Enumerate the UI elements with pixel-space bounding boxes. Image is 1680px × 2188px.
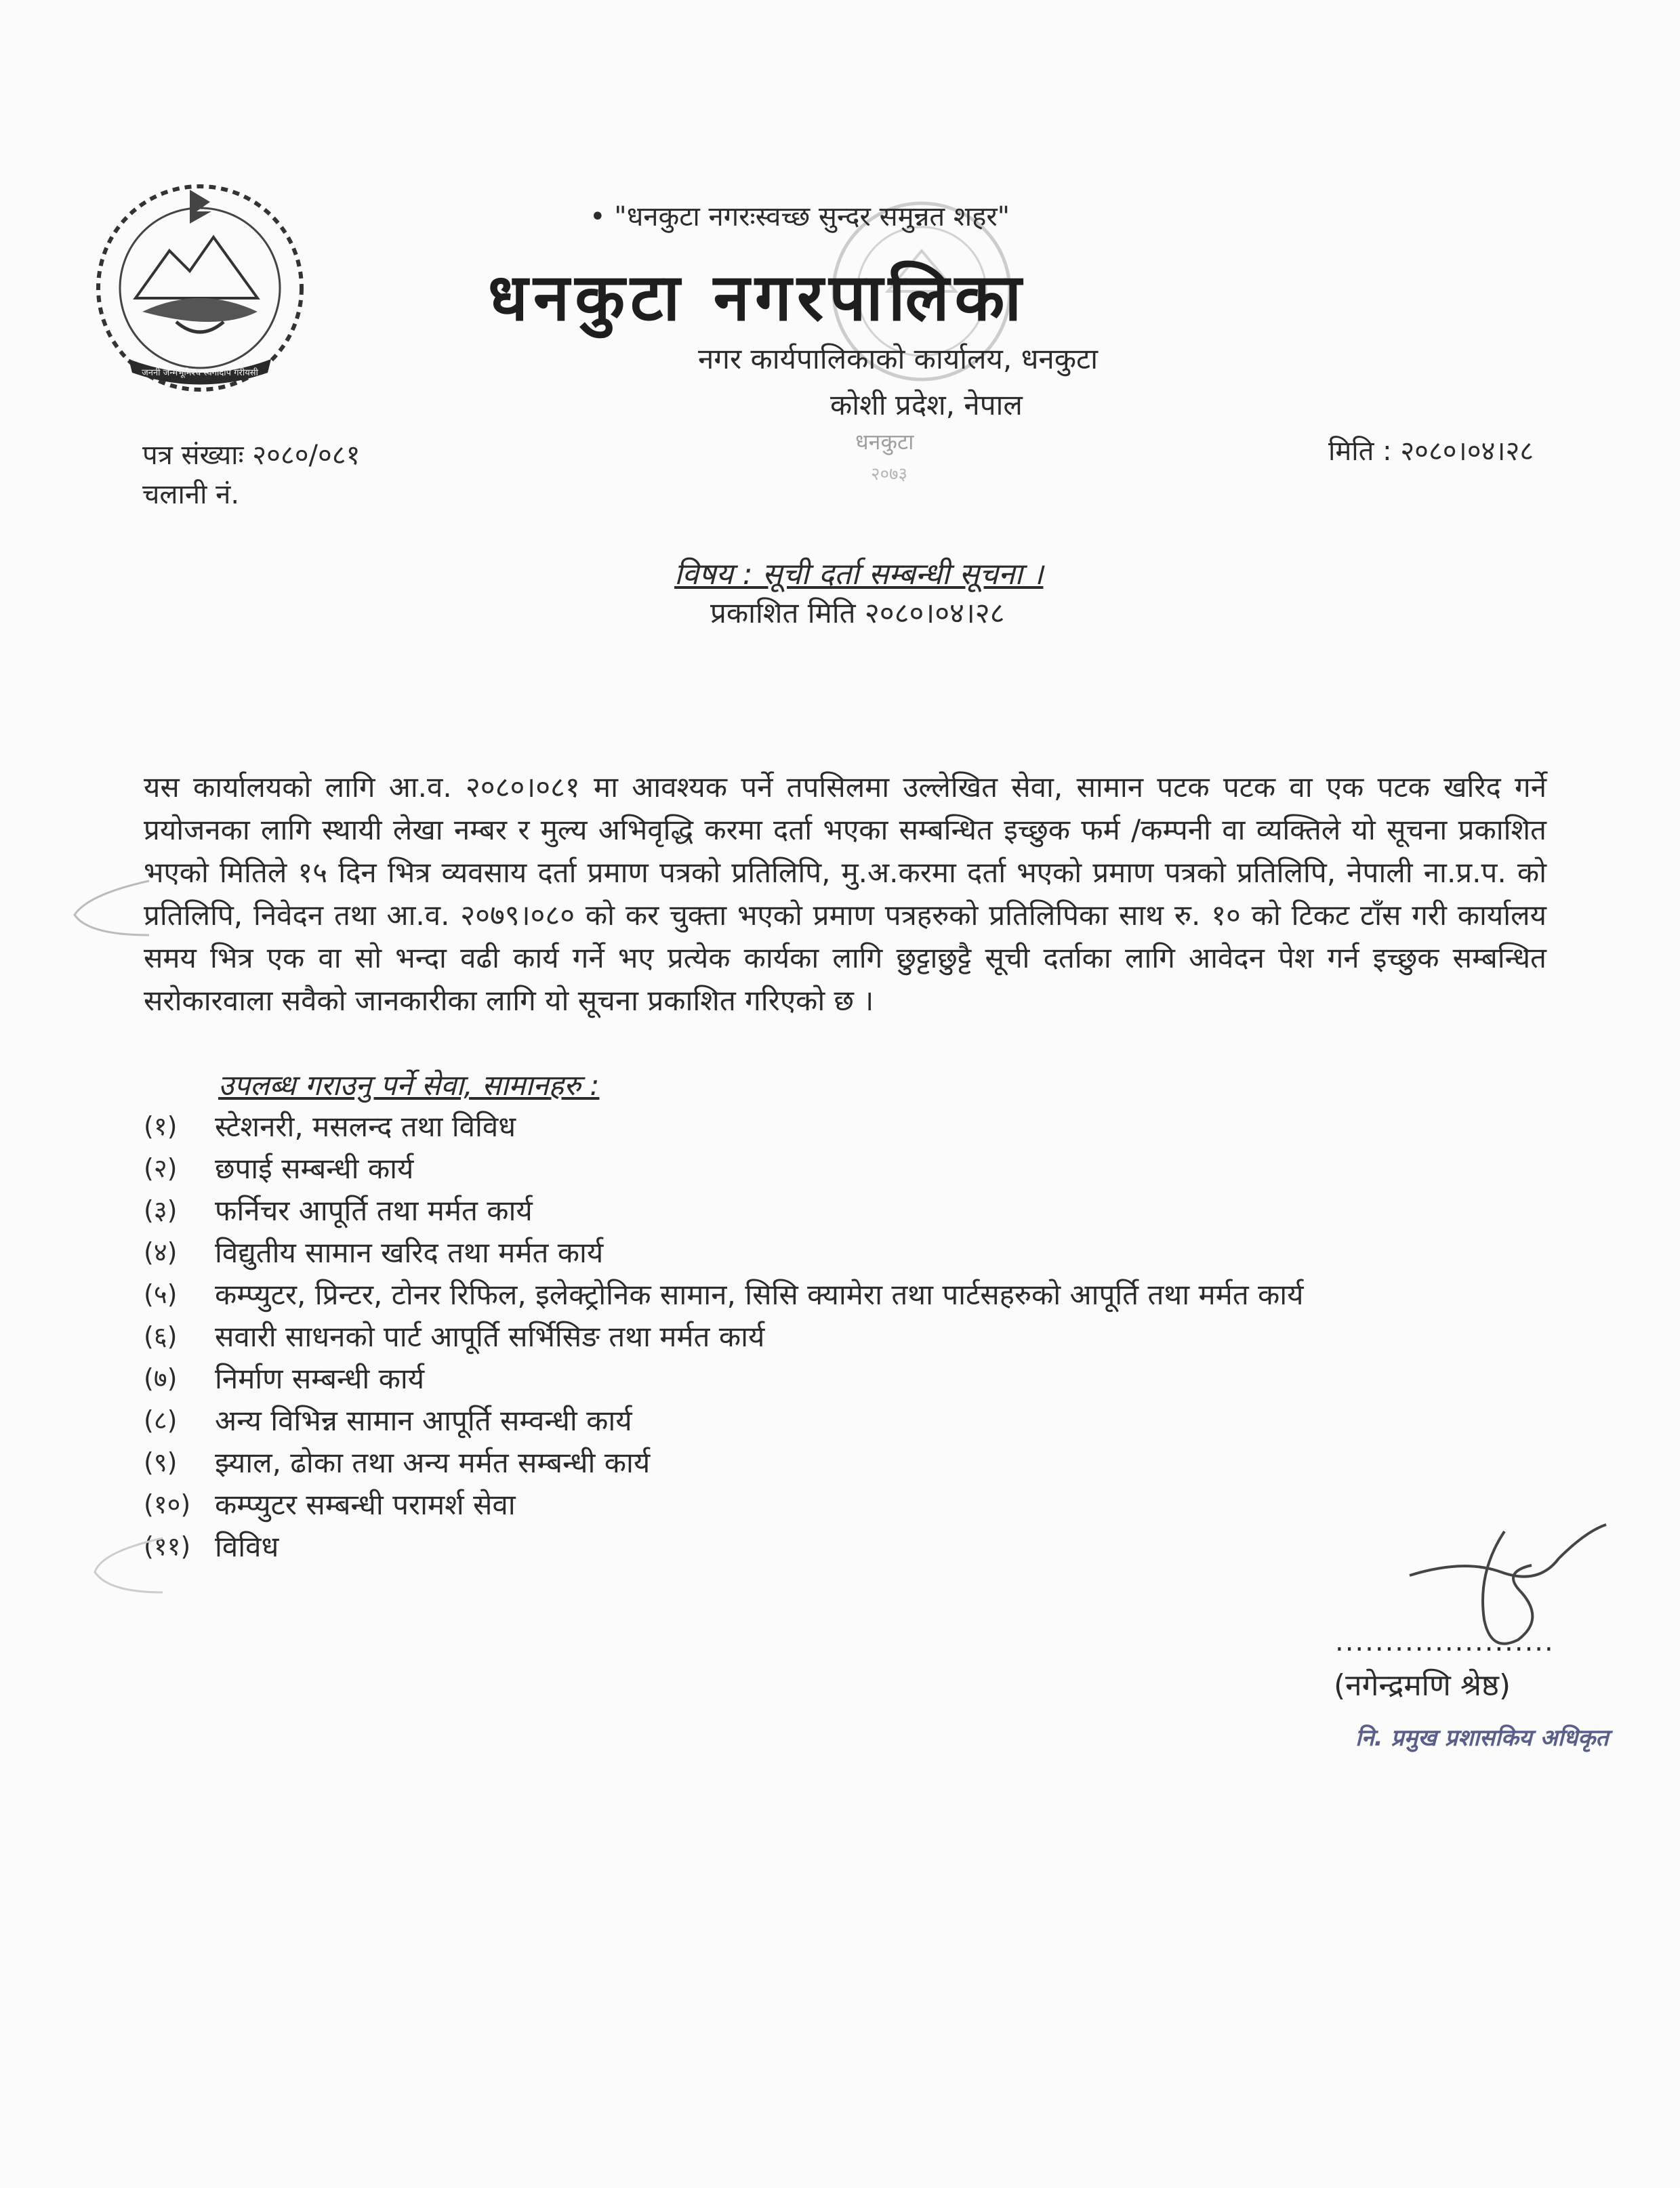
signer-designation: नि. प्रमुख प्रशासकिय अधिकृत <box>1355 1725 1609 1752</box>
list-item-text: विद्युतीय सामान खरिद तथा मर्मत कार्य <box>215 1235 604 1269</box>
list-item-number: (४) <box>144 1237 178 1267</box>
list-item-text: अन्य विभिन्न सामान आपूर्ति सम्वन्धी कार्य <box>215 1403 632 1437</box>
list-item-number: (११) <box>144 1531 191 1561</box>
list-item-text: फर्निचर आपूर्ति तथा मर्मत कार्य <box>215 1193 533 1227</box>
list-item-text: कम्प्युटर सम्बन्धी परामर्श सेवा <box>215 1487 516 1521</box>
notice-subject: विषय : सूची दर्ता सम्बन्धी सूचना । <box>674 557 1044 592</box>
paper-crease-mark <box>81 1525 176 1606</box>
paper-crease-mark <box>61 867 156 949</box>
list-item-number: (२) <box>144 1153 178 1183</box>
list-item-text: स्टेशनरी, मसलन्द तथा विविध <box>215 1109 516 1143</box>
list-item-text: निर्माण सम्बन्धी कार्य <box>215 1361 425 1395</box>
list-item <box>144 1231 1304 1273</box>
list-item-number: (६) <box>144 1321 178 1351</box>
list-item-text: सवारी साधनको पार्ट आपूर्ति सर्भिसिङ तथा मर्मत कार्य <box>215 1319 765 1353</box>
list-item <box>144 1147 1304 1189</box>
signer-name: (नगेन्द्रमणि श्रेष्ठ) <box>1334 1668 1511 1703</box>
signature-line: ...................... <box>1335 1626 1555 1657</box>
government-emblem-icon <box>88 176 312 400</box>
dispatch-number: चलानी नं. <box>142 479 240 510</box>
list-item <box>144 1105 1304 1147</box>
municipality-tagline: • "धनकुटा नगरःस्वच्छ सुन्दर समुन्नत शहर" <box>590 201 1010 232</box>
services-list <box>144 1105 1304 1567</box>
list-item <box>144 1525 1304 1567</box>
municipality-title: धनकुटा नगरपालिका <box>488 260 1027 335</box>
list-item-number: (५) <box>144 1279 178 1309</box>
list-item <box>144 1483 1304 1525</box>
list-item-number: (७) <box>144 1363 178 1393</box>
list-item-number: (९) <box>144 1447 178 1477</box>
list-item-text: विविध <box>215 1529 279 1563</box>
list-item-number: (१) <box>144 1111 178 1141</box>
letter-reference-number: पत्र संख्याः २०८०/०८१ <box>142 440 361 471</box>
published-date: प्रकाशित मिति २०८०।०४।२८ <box>710 596 1005 629</box>
list-item <box>144 1273 1304 1315</box>
list-item <box>144 1357 1304 1399</box>
list-item-number: (१०) <box>144 1489 191 1519</box>
list-item-number: (८) <box>144 1405 178 1435</box>
stamp-text: धनकुटा <box>855 429 914 455</box>
list-item <box>144 1189 1304 1231</box>
letter-date: मिति : २०८०।०४।२८ <box>1328 436 1534 467</box>
list-item <box>144 1399 1304 1441</box>
list-item <box>144 1441 1304 1483</box>
list-item-text: कम्प्युटर, प्रिन्टर, टोनर रिफिल, इलेक्ट्रोनिक सामान, सिसि क्यामेरा तथा पार्टसहरुको आपूर्ति तथा मर्मत कार्य <box>215 1277 1304 1311</box>
stamp-year: २०७३ <box>871 464 908 484</box>
office-name: नगर कार्यपालिकाको कार्यालय, धनकुटा <box>698 342 1099 375</box>
notice-body-paragraph: यस कार्यालयको लागि आ.व. २०८०।०८१ मा आवश्यक पर्ने तपसिलमा उल्लेखित सेवा, सामान पटक पटक वा एक पटक खरिद गर्ने प्रयोजनका लागि स्थायी लेखा नम्बर र मुल्य अभिवृद्धि करमा दर्ता भएका सम्बन्धित इच्छुक फर्म /कम्पनी वा व्यक्तिले यो सूचना प्रकाशित भएको मितिले १५ दिन भित्र व्यवसाय दर्ता प्रमाण पत्रको प्रतिलिपि, मु.अ.करमा दर्ता भएको प्रमाण पत्रको प्रतिलिपि, नेपाली ना.प्र.प. को प्रतिलिपि, निवेदन तथा आ.व. २०७९।०८० को कर चुक्ता भएको प्रमाण पत्रहरुको प्रतिलिपिका साथ रु. १० को टिकट टाँस गरी कार्यालय समय भित्र एक वा सो भन्दा वढी कार्य गर्ने भए प्रत्येक कार्यका लागि छुट्टाछुट्टै सूची दर्ताका लागि आवेदन पेश गर्न इच्छुक सम्बन्धित सरोकारवाला सवैको जानकारीका लागि यो सूचना प्रकाशित गरिएको छ । <box>144 770 1546 1017</box>
services-heading: उपलब्ध गराउनु पर्ने सेवा, सामानहरु : <box>218 1069 600 1102</box>
list-item-text: झ्याल, ढोका तथा अन्य मर्मत सम्बन्धी कार्य <box>215 1445 651 1479</box>
list-item <box>144 1315 1304 1357</box>
province-name: कोशी प्रदेश, नेपाल <box>830 388 1023 421</box>
list-item-text: छपाई सम्बन्धी कार्य <box>215 1151 414 1185</box>
emblem-motto: जननी जन्मभूमिश्च स्वर्गादपि गरीयसी <box>142 368 258 378</box>
list-item-number: (३) <box>144 1195 178 1225</box>
